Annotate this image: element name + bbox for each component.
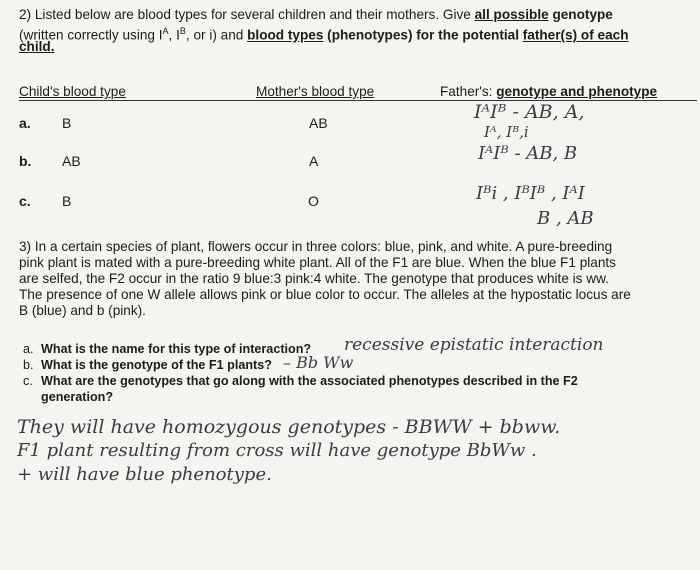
header-child-blood-type: Child's blood type [19,84,126,99]
q2-emphasis-all-possible: all possible [474,7,549,22]
q3a-answer: recessive epistatic interaction [344,335,604,355]
allele-superscript-a: A [162,26,169,36]
q3b-f1: F1 [208,358,224,372]
row-c-father-answer: Iᴮi , IᴮIᴮ , IᴬI [476,183,585,204]
header-father-genotype-phenotype: genotype and phenotype [496,84,658,99]
q3c-text: What are the genotypes that go along with the associated phenotypes described in the [41,374,564,388]
row-a-letter: a. [19,115,31,131]
row-a-child: B [62,115,72,131]
row-b-letter: b. [19,153,32,169]
q3c-answer-line2: F1 plant resulting from cross will have genotype BbWw . [17,440,537,461]
row-a-father-answer: IᴬIᴮ - AB, A, [474,101,585,123]
q3b-text-end: plants? [223,358,272,372]
row-b-child: AB [62,153,81,169]
header-underline [19,100,697,101]
q2-emphasis-blood-types: blood types [247,27,324,43]
q2-text: , I [168,27,180,43]
row-c-mother: O [308,193,319,209]
q3c-answer-line3: + will have blue phenotype. [17,464,272,485]
q3c-question-line1 [41,374,578,388]
q3c-f2: F2 [563,374,578,388]
q3b-label: b. [23,358,34,372]
q3a-question: What is the name for this type of interaction? [41,342,312,356]
q2-genotype-word: genotype [548,7,613,22]
q2-line1 [19,7,613,23]
row-b-mother: A [309,153,319,169]
q3-line3: are selfed, the F2 occur in the ratio 9 blue:3 pink:4 white. The genotype that produces white is ww. [19,271,609,286]
q2-phenotypes-text: (phenotypes) for the potential [323,27,523,43]
header-father-label: Father's: [440,84,497,99]
q3b-question [41,358,272,372]
q2-line3: child. [19,39,55,54]
q2-line2 [19,23,629,44]
q3-line1: 3) In a certain species of plant, flowers occur in three colors: blue, pink, and white. A pure-breeding [19,239,613,254]
q3-line4: The presence of one W allele allows pink or blue color to occur. The alleles at the hypostatic locus are [19,287,631,302]
header-mother-blood-type: Mother's blood type [256,84,375,99]
row-a-father-alleles: Iᴬ, Iᴮ,i [484,123,529,141]
header-father [440,84,657,99]
q2-text: , or i) and [185,27,248,43]
q3c-label: c. [23,374,33,388]
q3a-label: a. [23,342,34,356]
q2-emphasis-fathers: father(s) of each [522,27,629,43]
q3c-question-line2: generation? [41,390,114,404]
q2-text: (written correctly using I [19,27,163,43]
q3-line5: B (blue) and b (pink). [19,303,146,318]
allele-superscript-b: B [179,26,186,36]
row-c-father-phenotypes: B , AB [537,208,594,229]
q3b-text: What is the genotype of the [41,358,209,372]
row-a-mother: AB [309,115,328,131]
row-c-child: B [62,193,72,209]
q3-line2: pink plant is mated with a pure-breeding white plant. All of the F1 are blue. When the blue F1 plants [19,255,616,270]
q3c-answer-line1: They will have homozygous genotypes - BBWW + bbww. [17,416,561,438]
q3b-answer: – Bb Ww [283,353,354,372]
row-c-letter: c. [19,193,31,209]
q2-text: 2) Listed below are blood types for several children and their mothers. Give [19,7,475,22]
row-b-father-answer: IᴬIᴮ - AB, B [478,143,578,164]
